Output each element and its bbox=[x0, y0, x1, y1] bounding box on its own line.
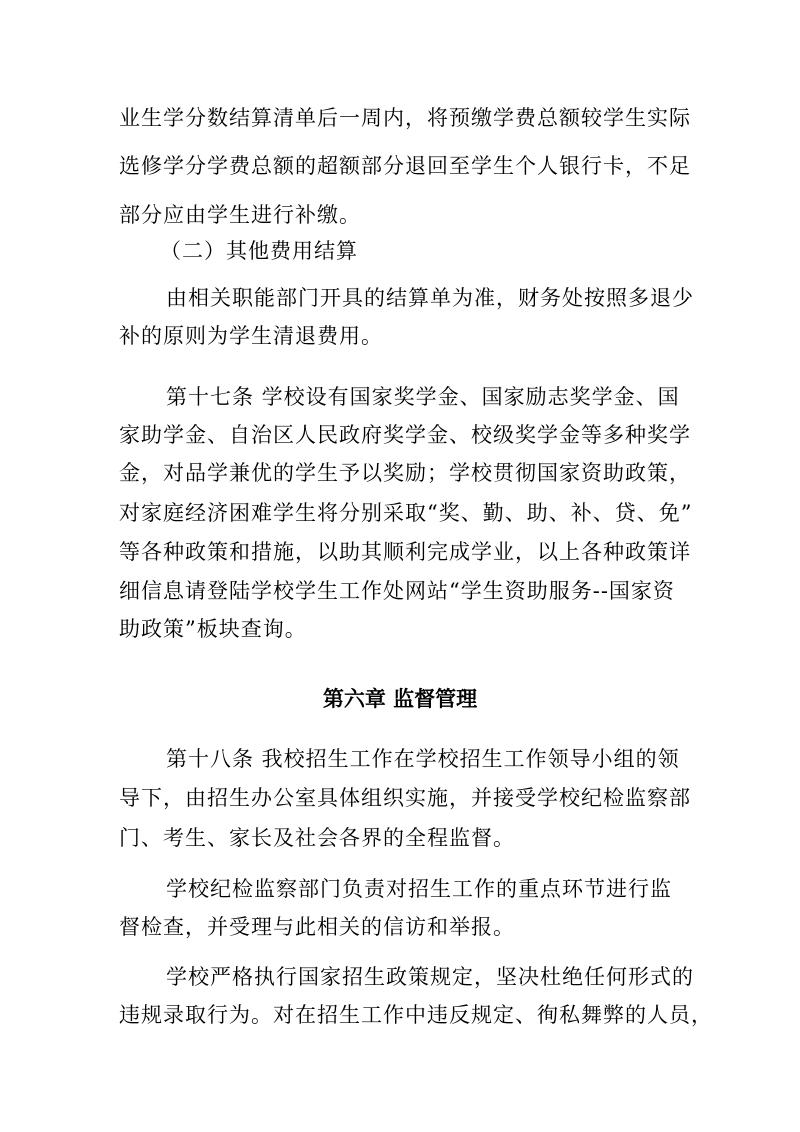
article-17-line-7: 助政策”板块查询。 bbox=[119, 617, 307, 641]
article-17-line-5: 等各种政策和措施，以助其顺利完成学业，以上各种政策详 bbox=[119, 540, 691, 564]
article-17-line-4: 对家庭经济困难学生将分别采取“奖、勤、助、补、贷、免” bbox=[119, 501, 693, 525]
paragraph-discipline-line-2: 督检查，并受理与此相关的信访和举报。 bbox=[119, 915, 515, 939]
paragraph-policy-line-2: 违规录取行为。对在招生工作中违反规定、徇私舞弊的人员， bbox=[119, 1003, 713, 1027]
paragraph-tuition-line-1: 业生学分数结算清单后一周内，将预缴学费总额较学生实际 bbox=[119, 106, 691, 130]
subheading-other-fees: （二）其他费用结算 bbox=[160, 239, 358, 263]
paragraph-other-fees-line-1: 由相关职能部门开具的结算单为准，财务处按照多退少 bbox=[166, 286, 694, 310]
paragraph-tuition-line-3: 部分应由学生进行补缴。 bbox=[119, 203, 361, 227]
article-17-line-1: 第十七条 学校设有国家奖学金、国家励志奖学金、国 bbox=[166, 385, 680, 409]
paragraph-tuition-line-2: 选修学分学费总额的超额部分退回至学生个人银行卡，不足 bbox=[119, 154, 691, 178]
article-18-line-1: 第十八条 我校招生工作在学校招生工作领导小组的领 bbox=[166, 747, 680, 771]
article-18-line-3: 门、考生、家长及社会各界的全程监督。 bbox=[119, 826, 515, 850]
article-17-line-6: 细信息请登陆学校学生工作处网站“学生资助服务--国家资 bbox=[119, 579, 675, 603]
paragraph-policy-line-1: 学校严格执行国家招生政策规定，坚决杜绝任何形式的 bbox=[166, 965, 694, 989]
paragraph-other-fees-line-2: 补的原则为学生清退费用。 bbox=[119, 324, 383, 348]
article-17-line-3: 金，对品学兼优的学生予以奖励；学校贯彻国家资助政策， bbox=[119, 461, 691, 485]
article-17-line-2: 家助学金、自治区人民政府奖学金、校级奖学金等多种奖学 bbox=[119, 423, 691, 447]
chapter-6-title: 第六章 监督管理 bbox=[322, 687, 478, 711]
article-18-line-2: 导下，由招生办公室具体组织实施，并接受学校纪检监察部 bbox=[119, 786, 691, 810]
paragraph-discipline-line-1: 学校纪检监察部门负责对招生工作的重点环节进行监 bbox=[166, 877, 672, 901]
